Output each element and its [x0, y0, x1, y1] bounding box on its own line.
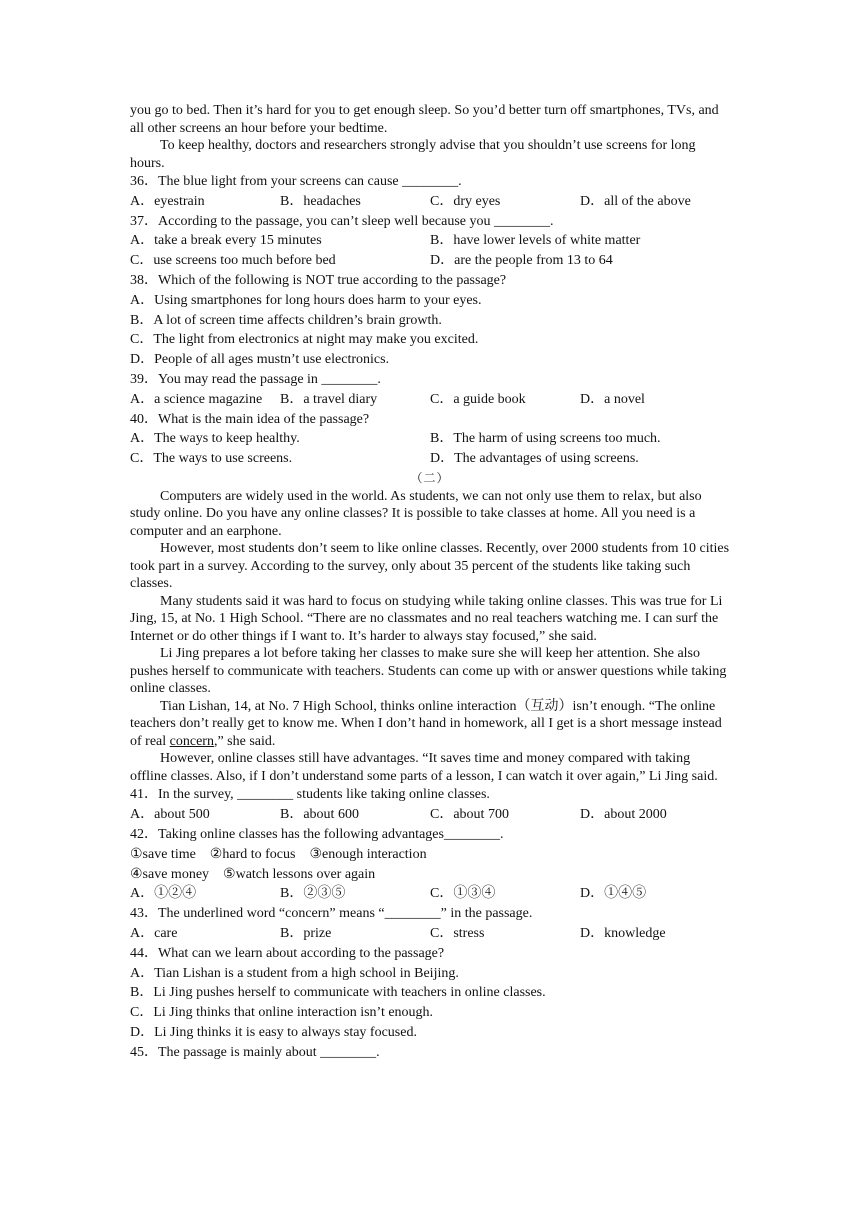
- option-d: D．The advantages of using screens.: [430, 451, 639, 467]
- option-a: A．The ways to keep healthy.: [130, 431, 300, 447]
- option-a: A．Using smartphones for long hours does harm to your eyes.: [130, 292, 482, 308]
- option-c: C．a guide book: [430, 391, 526, 407]
- passage-paragraph: [130, 698, 730, 751]
- option-a: A．Tian Lishan is a student from a high school in Beijing.: [130, 965, 459, 981]
- option-d: D．Li Jing thinks it is easy to always stay focused.: [130, 1025, 417, 1041]
- question-40-options-row1: [130, 429, 730, 449]
- passage-paragraph: However, online classes still have advantages. “It saves time and money compared with taking offline classes. Also, if I don’t understand some parts of a lesson, I can watch it over again,” Li Jing said.: [130, 751, 718, 784]
- option-b: B．Li Jing pushes herself to communicate with teachers in online classes.: [130, 985, 546, 1001]
- option-c: C．stress: [430, 926, 485, 942]
- question-42-items: ①save time ②hard to focus ③enough interaction: [130, 846, 427, 862]
- option-d: D．①④⑤: [580, 886, 647, 902]
- option-a: A．eyestrain: [130, 193, 205, 209]
- question-36-stem: 36．The blue light from your screens can cause ________.: [130, 174, 462, 189]
- option-b: B．headaches: [280, 193, 361, 209]
- option-c: C．The ways to use screens.: [130, 451, 293, 467]
- option-c: C．about 700: [430, 807, 509, 823]
- option-d: D．are the people from 13 to 64: [430, 253, 613, 269]
- question-43-stem: 43．The underlined word “concern” means “________” in the passage.: [130, 906, 533, 922]
- option-b: B．have lower levels of white matter: [430, 233, 641, 249]
- question-38-stem: 38．Which of the following is NOT true according to the passage?: [130, 272, 507, 288]
- question-41-options: [130, 805, 730, 825]
- question-37-stem: 37．According to the passage, you can’t sleep well because you ________.: [130, 213, 554, 229]
- option-c: C．use screens too much before bed: [130, 253, 336, 269]
- option-c: C．Li Jing thinks that online interaction isn’t enough.: [130, 1005, 434, 1021]
- option-b: B．about 600: [280, 807, 359, 823]
- option-a: A．a science magazine: [130, 391, 263, 407]
- question-42-options: [130, 884, 730, 904]
- section-heading: （二）: [410, 470, 450, 485]
- question-36-options: [130, 192, 730, 212]
- option-c: C．The light from electronics at night may make you excited.: [130, 332, 479, 348]
- question-43-options: [130, 924, 730, 944]
- question-39-stem: 39．You may read the passage in ________.: [130, 371, 381, 387]
- option-d: D．about 2000: [580, 807, 667, 823]
- option-a: A．about 500: [130, 807, 210, 823]
- question-41-stem: 41．In the survey, ________ students like taking online classes.: [130, 787, 490, 803]
- passage-paragraph: Li Jing prepares a lot before taking her classes to make sure she will keep her attention. She also pushes herself to communicate with teachers. Students can come up with or answer questions while taking online classes.: [130, 646, 727, 697]
- option-d: D．a novel: [580, 391, 645, 407]
- passage-paragraph: Computers are widely used in the world. As students, we can not only use them to relax, but also study online. Do you have any online classes? It is possible to take classes at home. All you need is a computer and an earphone.: [130, 488, 702, 539]
- passage-paragraph: To keep healthy, doctors and researchers strongly advise that you shouldn’t use screens for long hours.: [130, 138, 696, 171]
- option-c: C．①③④: [430, 886, 496, 902]
- question-42-stem: 42．Taking online classes has the following advantages________.: [130, 827, 504, 843]
- option-b: B．A lot of screen time affects children’s brain growth.: [130, 312, 442, 328]
- paragraph-text: ,” she said.: [213, 733, 276, 749]
- passage-paragraph: Many students said it was hard to focus on studying while taking online classes. This was true for Li Jing, 15, at No. 1 High School. “There are no classmates and no real teachers watching me. I can surf the Internet or do other things if I want to. It’s harder to always stay focused,” she said.: [130, 593, 723, 644]
- option-d: D．all of the above: [580, 193, 691, 209]
- question-42-items: ④save money ⑤watch lessons over again: [130, 866, 376, 882]
- option-a: A．①②④: [130, 886, 197, 902]
- underlined-word: concern: [169, 733, 214, 749]
- exam-page: [130, 102, 730, 1063]
- question-45-stem: 45．The passage is mainly about ________.: [130, 1044, 380, 1060]
- option-d: D．knowledge: [580, 926, 666, 942]
- question-39-options: [130, 390, 730, 410]
- paragraph-text: Tian Lishan, 14, at No. 7 High School, thinks online interaction（互动）isn’t enough. “The online teachers don’t really get to know me. When I don’t hand in homework, all I get is a short message instead of real: [130, 698, 722, 749]
- option-c: C．dry eyes: [430, 193, 501, 209]
- option-b: B．prize: [280, 926, 332, 942]
- question-37-options-row2: [130, 251, 730, 271]
- question-44-stem: 44．What can we learn about according to the passage?: [130, 945, 445, 961]
- option-b: B．The harm of using screens too much.: [430, 431, 661, 447]
- question-40-stem: 40．What is the main idea of the passage?: [130, 411, 370, 427]
- option-a: A．care: [130, 926, 178, 942]
- option-d: D．People of all ages mustn’t use electronics.: [130, 352, 390, 368]
- question-40-options-row2: [130, 449, 730, 469]
- option-b: B．a travel diary: [280, 391, 378, 407]
- option-a: A．take a break every 15 minutes: [130, 233, 322, 249]
- option-b: B．②③⑤: [280, 886, 346, 902]
- passage-paragraph: you go to bed. Then it’s hard for you to get enough sleep. So you’d better turn off smartphones, TVs, and all other screens an hour before your bedtime.: [130, 103, 719, 136]
- passage-paragraph: However, most students don’t seem to like online classes. Recently, over 2000 students from 10 cities took part in a survey. According to the survey, only about 35 percent of the students like taking such classes.: [130, 541, 730, 592]
- question-37-options-row1: [130, 231, 730, 251]
